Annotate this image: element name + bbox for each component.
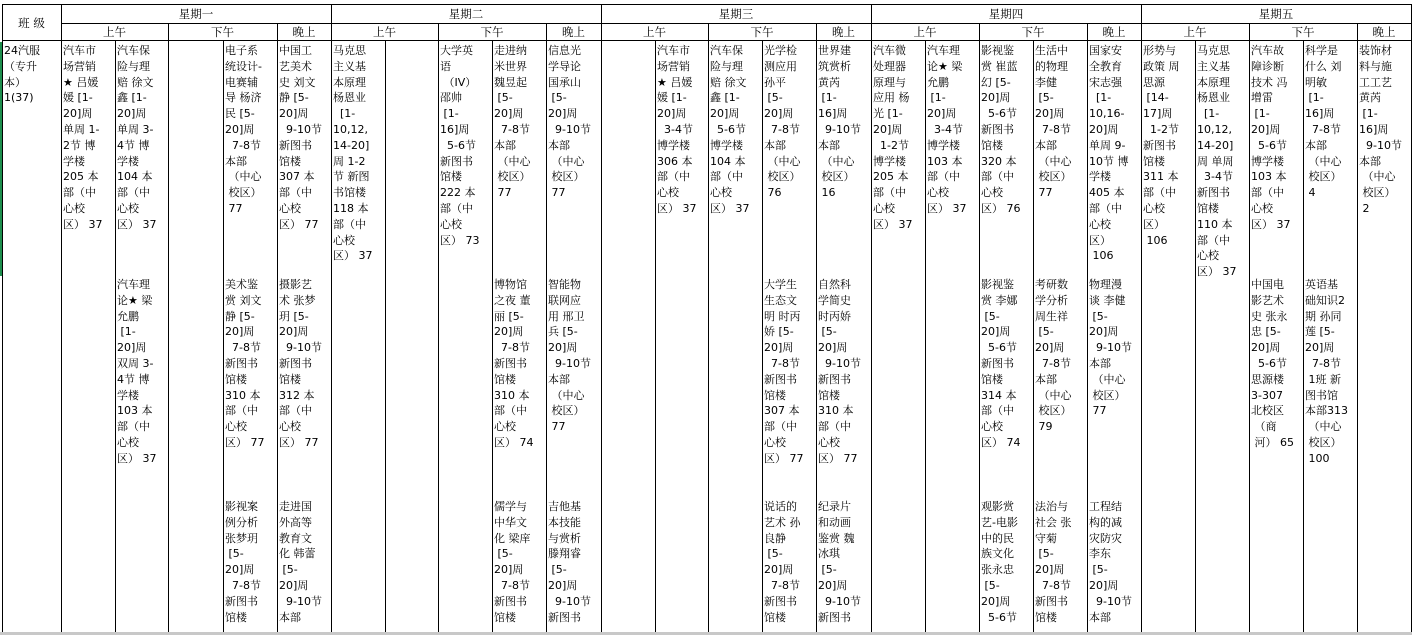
- day-header-fri: 星期五: [1258, 7, 1294, 21]
- period-header-eve-day4: 晚上: [1102, 24, 1126, 39]
- course-block: 物理漫 谈 李健 [5- 20]周 9-10节 本部 （中心 校区） 77: [1089, 278, 1132, 418]
- course-block: 智能物 联网应 用 邢卫 兵 [5- 20]周 9-10节 本部 （中心 校区） 77: [548, 278, 591, 434]
- course-block: 大学生 生态文 明 时丙 娇 [5- 20]周 7-8节 新图书 馆楼 307 本 部（中 心校 区） 77: [764, 278, 804, 465]
- course-block: 信息光 学导论 国承山 [5- 20]周 9-10节 本部 （中心 校区） 77: [548, 44, 591, 200]
- course-block: 汽车市 场营销 ★ 吕媛 媛 [1- 20]周 单周 1- 2节 博 学楼 205 本 部（中 心校 区） 37: [63, 44, 103, 231]
- course-block: 电子系 统设计- 电赛辅 导 杨济 民 [5- 20]周 7-8节 本部 （中心 校区） 77: [225, 44, 262, 215]
- course-block: 观影赏 艺-电影 中的民 族文化 张永忠 [5- 20]周 5-6节: [981, 500, 1018, 624]
- course-block: 中国电 影艺术 史 张永 忠 [5- 20]周 5-6节 思源楼 3-307 北校区 （商 河） 65: [1251, 278, 1294, 449]
- period-header-pm-day5: 下午: [1291, 24, 1315, 39]
- course-block: 生活中 的物理 李健 [5- 20]周 7-8节 本部 （中心 校区） 77: [1035, 44, 1072, 200]
- period-header-eve-day5: 晚上: [1372, 24, 1396, 39]
- course-block: 儒学与 中华文 化 梁庠 [5- 20]周 7-8节 新图书 馆楼: [494, 500, 531, 624]
- course-block: 纪录片 和动画 鉴赏 魏 冰琪 [5- 20]周 9-10节 新图书: [818, 500, 861, 624]
- course-block: 工程结 构的减 灾防灾 李东 [5- 20]周 9-10节 本部: [1089, 500, 1132, 624]
- course-block: 汽车微 处理器 原理与 应用 杨 光 [1- 20]周 1-2节 博学楼 205 本 部（中 心校 区） 37: [873, 44, 913, 231]
- day-header-tue: 星期二: [448, 7, 484, 21]
- day-header-mon: 星期一: [178, 7, 214, 21]
- period-header-pm-day1: 下午: [211, 24, 234, 39]
- course-block: 英语基 础知识2 期 孙同 莲 [5- 20]周 7-8节 1班 新 图书馆 本部313 （中心 校区） 100: [1305, 278, 1348, 465]
- course-block: 汽车市 场营销 ★ 吕媛 媛 [1- 20]周 3-4节 博学楼 306 本 部（中 心校 区） 37: [657, 44, 697, 215]
- course-block: 世界建 筑赏析 黄芮 [1- 16]周 9-10节 本部 （中心 校区） 16: [818, 44, 861, 200]
- course-block: 影视鉴 赏 崔蓝 幻 [5- 20]周 5-6节 新图书 馆楼 320 本 部（中 心校 区） 76: [981, 44, 1021, 215]
- class-name-cell: 24汽服 （专升 本） 1(37): [4, 44, 40, 105]
- course-block: 摄影艺 术 张梦 玥 [5- 20]周 9-10节 新图书 馆楼 312 本 部（中 心校 区） 77: [279, 278, 322, 449]
- day-header-thu: 星期四: [988, 7, 1024, 21]
- course-block: 科学是 什么 刘 明敏 [1- 16]周 7-8节 本部 （中心 校区） 4: [1305, 44, 1342, 200]
- grid-line-col-sep: [385, 40, 386, 632]
- period-header-eve-day1: 晚上: [292, 24, 316, 39]
- course-block: 形势与 政策 周 思源 [14- 17]周 1-2节 新图书 馆楼 311 本 部（中 心校 区） 106: [1143, 44, 1180, 247]
- grid-line-left: [2, 4, 3, 632]
- period-header-am-day5: 上午: [1183, 24, 1207, 39]
- course-block: 汽车理 论★ 梁 允鹏 [1- 20]周 双周 3- 4节 博 学楼 103 本 部（中 心校 区） 37: [117, 278, 157, 465]
- course-block: 汽车故 障诊断 技术 冯 增雷 [1- 20]周 5-6节 博学楼 103 本 部（中 心校 区） 37: [1251, 44, 1291, 231]
- grid-line-top: [2, 4, 1412, 5]
- grid-line-header-bottom: [2, 40, 1412, 41]
- course-block: 自然科 学简史 时丙娇 [5- 20]周 9-10节 新图书 馆楼 310 本 部（中 心校 区） 77: [818, 278, 861, 465]
- period-header-pm-day2: 下午: [480, 24, 504, 39]
- period-header-pm-day3: 下午: [750, 24, 774, 39]
- course-block: 马克思 主义基 本原理 杨恩业 [1- 10,12, 14-20] 周 1-2 节 新图 书馆楼 118 本 部（中 心校 区） 37: [333, 44, 373, 263]
- course-block: 装饰材 料与施 工工艺 黄芮 [1- 16]周 9-10节 本部 （中心 校区） 2: [1359, 44, 1402, 215]
- course-block: 说话的 艺术 孙 良静 [5- 20]周 7-8节 新图书 馆楼: [764, 500, 801, 624]
- course-block: 马克思 主义基 本原理 杨恩业 [1- 10,12, 14-20] 周 单周 3-4节 新图书 馆楼 110 本 部（中 心校 区） 37: [1197, 44, 1237, 279]
- course-block: 影视鉴 赏 李娜 [5- 20]周 5-6节 新图书 馆楼 314 本 部（中 心校 区） 74: [981, 278, 1021, 449]
- course-block: 吉他基 本技能 与赏析 滕翔睿 [5- 20]周 9-10节 新图书: [548, 500, 591, 624]
- grid-line-day-sep: [601, 4, 602, 632]
- course-block: 大学英 语 （IV） 邵帅 [1- 16]周 5-6节 新图书 馆楼 222 本 部（中 心校 区） 73: [440, 44, 480, 247]
- course-block: 中国工 艺美术 史 刘文 静 [5- 20]周 9-10节 新图书 馆楼 307 本 部（中 心校 区） 77: [279, 44, 322, 231]
- period-header-eve-day3: 晚上: [832, 24, 855, 39]
- period-header-eve-day2: 晚上: [562, 24, 585, 39]
- course-block: 法治与 社会 张 守菊 [5- 20]周 7-8节 新图书 馆楼: [1035, 500, 1072, 624]
- course-block: 汽车保 险与理 赔 徐文 鑫 [1- 20]周 单周 3- 4节 博 学楼 104 本 部（中 心校 区） 37: [117, 44, 157, 231]
- grid-line-day-bottom: [61, 23, 1412, 24]
- course-block: 国家安 全教育 宋志强 [1- 10,16- 20]周 单周 9- 10节 博 学楼 405 本 部（中 心校 区） 106: [1089, 44, 1129, 263]
- course-block: 考研数 学分析 周生祥 [5- 20]周 7-8节 本部 （中心 校区） 79: [1035, 278, 1072, 434]
- course-block: 光学检 测应用 孙平 [5- 20]周 7-8节 本部 （中心 校区） 76: [764, 44, 801, 200]
- course-block: 影视案 例分析 张梦玥 [5- 20]周 7-8节 新图书 馆楼: [225, 500, 261, 624]
- course-block: 走进纳 米世界 魏昱起 [5- 20]周 7-8节 本部 （中心 校区） 77: [494, 44, 531, 200]
- course-block: 汽车理 论★ 梁 允鹏 [1- 20]周 3-4节 博学楼 103 本 部（中 心校 区） 37: [927, 44, 967, 215]
- course-block: 博物馆 之夜 董 丽 [5- 20]周 7-8节 新图书 馆楼 310 本 部（中 心校 区） 74: [494, 278, 534, 449]
- period-header-pm-day4: 下午: [1021, 24, 1045, 39]
- day-header-wed: 星期三: [718, 7, 754, 21]
- period-header-am-day1: 上午: [103, 24, 126, 39]
- course-block: 走进国 外高等 教育文 化 韩蕾 [5- 20]周 9-10节 本部: [279, 500, 322, 624]
- course-block: 汽车保 险与理 赔 徐文 鑫 [1- 20]周 5-6节 博学楼 104 本 部（中 心校 区） 37: [710, 44, 750, 215]
- class-header: 班 级: [18, 16, 45, 30]
- grid-line-col-sep: [168, 23, 169, 632]
- period-header-am-day4: 上午: [913, 24, 937, 39]
- period-header-am-day3: 上午: [643, 24, 666, 39]
- period-header-am-day2: 上午: [373, 24, 396, 39]
- course-block: 美术鉴 赏 刘文 静 [5- 20]周 7-8节 新图书 馆楼 310 本 部（中 心校 区） 77: [225, 278, 265, 449]
